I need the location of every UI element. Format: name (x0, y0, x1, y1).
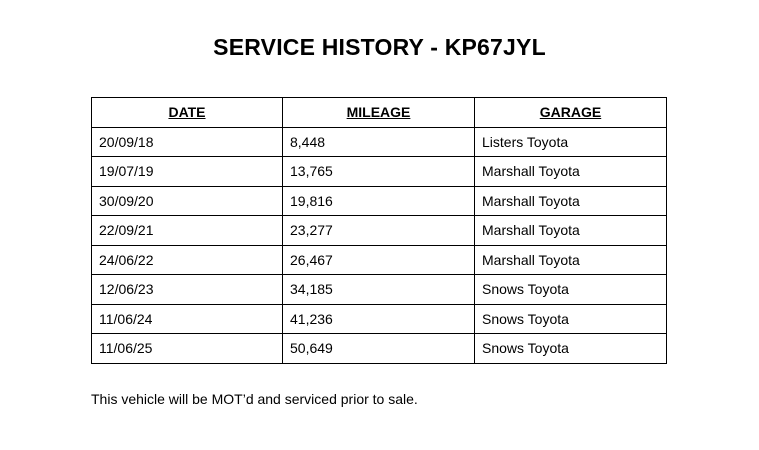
garage-cell: Snows Toyota (475, 334, 667, 364)
date-cell: 24/06/22 (92, 245, 283, 275)
column-header-mileage: MILEAGE (283, 98, 475, 128)
page-title: SERVICE HISTORY - KP67JYL (213, 34, 546, 60)
garage-cell: Snows Toyota (475, 304, 667, 334)
date-cell: 19/07/19 (92, 157, 283, 187)
mileage-cell: 50,649 (283, 334, 475, 364)
mileage-cell: 13,765 (283, 157, 475, 187)
garage-cell: Marshall Toyota (475, 186, 667, 216)
date-cell: 20/09/18 (92, 127, 283, 157)
sale-note: This vehicle will be MOT’d and serviced prior to sale. (91, 391, 418, 407)
garage-cell: Marshall Toyota (475, 157, 667, 187)
table-row (92, 304, 667, 334)
table-row (92, 186, 667, 216)
mileage-cell: 26,467 (283, 245, 475, 275)
mileage-cell: 23,277 (283, 216, 475, 246)
table-row (92, 245, 667, 275)
garage-cell: Marshall Toyota (475, 245, 667, 275)
table-row (92, 334, 667, 364)
column-header-date: DATE (92, 98, 283, 128)
column-header-garage: GARAGE (475, 98, 667, 128)
mileage-cell: 41,236 (283, 304, 475, 334)
date-cell: 12/06/23 (92, 275, 283, 305)
table-row (92, 216, 667, 246)
mileage-cell: 34,185 (283, 275, 475, 305)
date-cell: 30/09/20 (92, 186, 283, 216)
date-cell: 11/06/25 (92, 334, 283, 364)
table-row (92, 127, 667, 157)
table-header-row (92, 98, 667, 128)
table-row (92, 275, 667, 305)
table-row (92, 157, 667, 187)
mileage-cell: 8,448 (283, 127, 475, 157)
date-cell: 11/06/24 (92, 304, 283, 334)
garage-cell: Snows Toyota (475, 275, 667, 305)
mileage-cell: 19,816 (283, 186, 475, 216)
date-cell: 22/09/21 (92, 216, 283, 246)
garage-cell: Listers Toyota (475, 127, 667, 157)
garage-cell: Marshall Toyota (475, 216, 667, 246)
service-history-table (91, 97, 667, 364)
